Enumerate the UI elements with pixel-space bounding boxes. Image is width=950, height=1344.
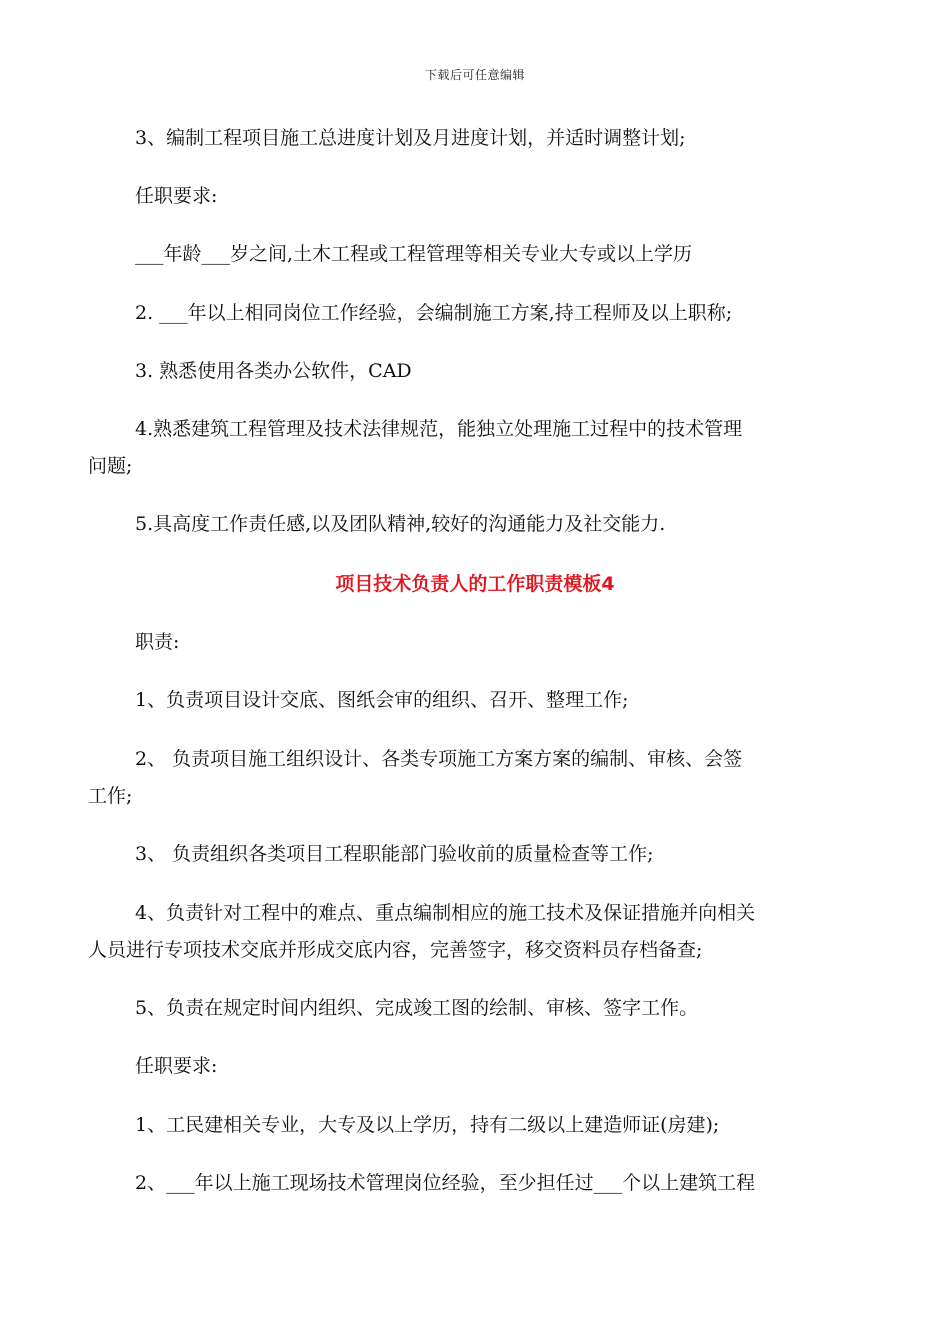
- duty-4-line-1: 4、负责针对工程中的难点、重点编制相应的施工技术及保证措施并向相关: [135, 902, 756, 924]
- requirements-label-2: 任职要求:: [135, 1055, 218, 1077]
- requirement-b-2: 2、___年以上施工现场技术管理岗位经验，至少担任过___个以上建筑工程: [135, 1172, 756, 1194]
- duty-2-line-2: 工作;: [88, 785, 133, 807]
- requirements-label: 任职要求:: [135, 185, 218, 207]
- duty-3: 3、 负责组织各类项目工程职能部门验收前的质量检查等工作;: [135, 843, 654, 865]
- section-heading: 项目技术负责人的工作职责模板4: [335, 573, 615, 595]
- duties-label: 职责:: [135, 631, 180, 653]
- requirement-1: ___年龄___岁之间,土木工程或工程管理等相关专业大专或以上学历: [135, 243, 693, 265]
- requirement-4-line-1: 4.熟悉建筑工程管理及技术法律规范，能独立处理施工过程中的技术管理: [135, 418, 743, 440]
- page-header-note: 下载后可任意编辑: [424, 68, 525, 82]
- requirement-4-line-2: 问题;: [88, 455, 133, 477]
- paragraph-item-3: 3、编制工程项目施工总进度计划及月进度计划，并适时调整计划;: [135, 127, 686, 149]
- requirement-5: 5.具高度工作责任感,以及团队精神,较好的沟通能力及社交能力.: [135, 513, 666, 535]
- duty-4-line-2: 人员进行专项技术交底并形成交底内容，完善签字，移交资料员存档备查;: [88, 939, 703, 961]
- requirement-3: 3. 熟悉使用各类办公软件，CAD: [135, 360, 412, 382]
- duty-1: 1、负责项目设计交底、图纸会审的组织、召开、整理工作;: [135, 689, 629, 711]
- requirement-b-1: 1、工民建相关专业，大专及以上学历，持有二级以上建造师证(房建);: [135, 1114, 720, 1136]
- duty-2-line-1: 2、 负责项目施工组织设计、各类专项施工方案方案的编制、审核、会签: [135, 748, 743, 770]
- requirement-2: 2. ___年以上相同岗位工作经验，会编制施工方案,持工程师及以上职称;: [135, 302, 733, 324]
- duty-5: 5、负责在规定时间内组织、完成竣工图的绘制、审核、签字工作。: [135, 997, 699, 1019]
